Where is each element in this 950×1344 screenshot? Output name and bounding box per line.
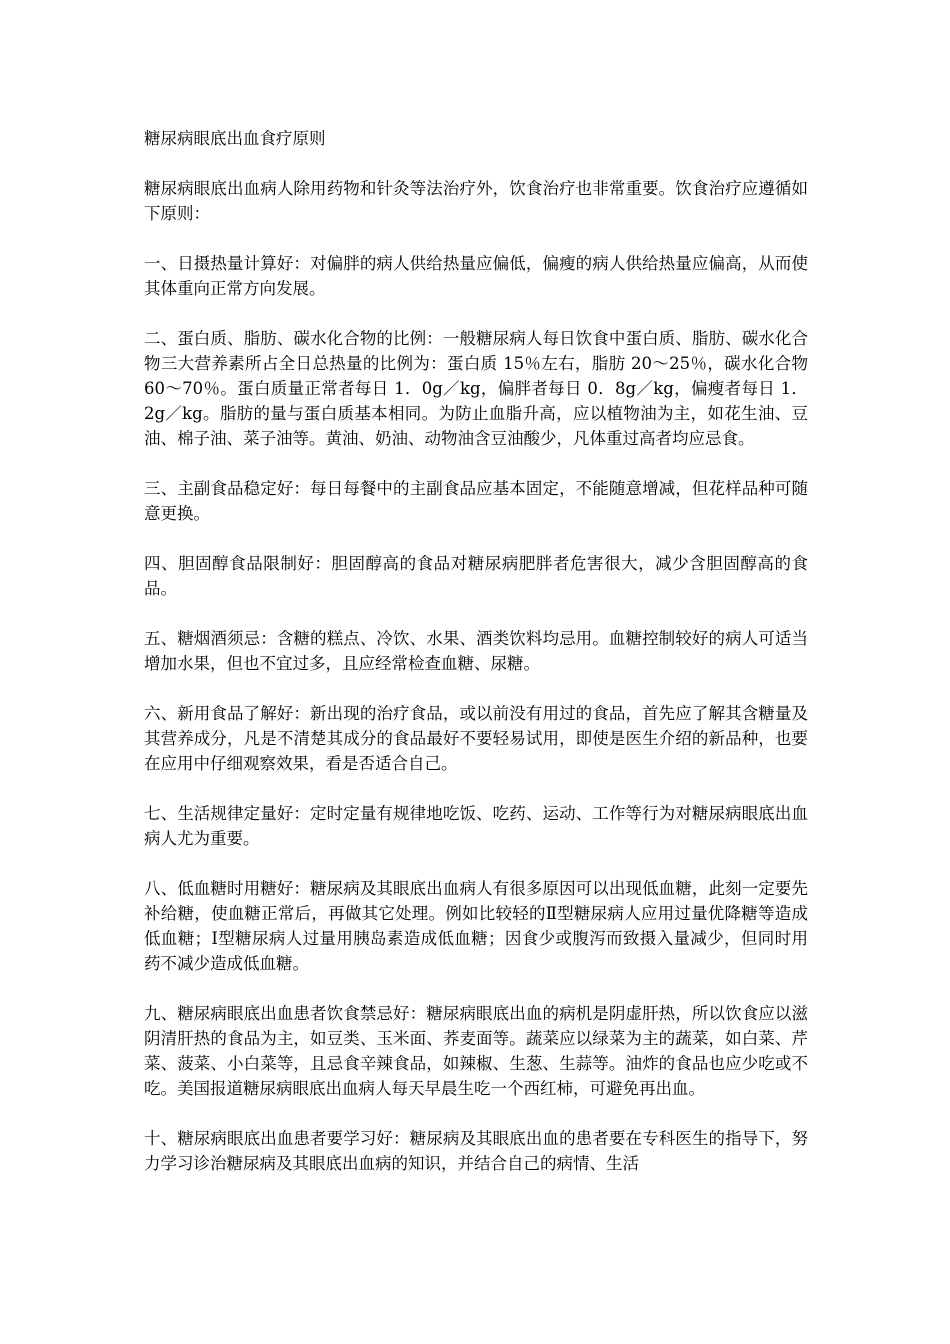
principle-paragraph-5: 五、糖烟酒须忌：含糖的糕点、冷饮、水果、酒类饮料均忌用。血糖控制较好的病人可适当增加水果，但也不宜过多，且应经常检查血糖、尿糖。 xyxy=(144,629,808,673)
principle-paragraph-3: 三、主副食品稳定好：每日每餐中的主副食品应基本固定，不能随意增减，但花样品种可随意更换。 xyxy=(144,479,808,523)
principle-paragraph-1: 一、日摄热量计算好：对偏胖的病人供给热量应偏低，偏瘦的病人供给热量应偏高，从而使其体重向正常方向发展。 xyxy=(144,254,808,298)
principle-paragraph-6: 六、新用食品了解好：新出现的治疗食品，或以前没有用过的食品，首先应了解其含糖量及其营养成分，凡是不清楚其成分的食品最好不要轻易试用，即使是医生介绍的新品种，也要在应用中仔细观察效果，看是否适合自己。 xyxy=(144,704,808,773)
principle-paragraph-4: 四、胆固醇食品限制好：胆固醇高的食品对糖尿病肥胖者危害很大，减少含胆固醇高的食品。 xyxy=(144,554,808,598)
principle-paragraph-2: 二、蛋白质、脂肪、碳水化合物的比例：一般糖尿病人每日饮食中蛋白质、脂肪、碳水化合物三大营养素所占全日总热量的比例为：蛋白质 15％左右，脂肪 20～25％，碳水化合物 60～70％。蛋白质量正常者每日 1．0g／kg，偏胖者每日 0．8g／kg，偏瘦者每日 1．2g／kg。脂肪的量与蛋白质基本相同。为防止血脂升高，应以植物油为主，如花生油、豆油、棉子油、菜子油等。黄油、奶油、动物油含豆油酸少，凡体重过高者均应忌食。 xyxy=(144,329,808,448)
document-page xyxy=(144,126,808,1176)
document-title: 糖尿病眼底出血食疗原则 xyxy=(144,129,326,148)
principle-paragraph-10: 十、糖尿病眼底出血患者要学习好：糖尿病及其眼底出血的患者要在专科医生的指导下，努力学习诊治糖尿病及其眼底出血病的知识，并结合自己的病情、生活 xyxy=(144,1129,808,1173)
intro-paragraph: 糖尿病眼底出血病人除用药物和针灸等法治疗外，饮食治疗也非常重要。饮食治疗应遵循如下原则： xyxy=(144,179,808,223)
principle-paragraph-8: 八、低血糖时用糖好：糖尿病及其眼底出血病人有很多原因可以出现低血糖，此刻一定要先补给糖，使血糖正常后，再做其它处理。例如比较轻的Ⅱ型糖尿病人应用过量优降糖等造成低血糖；Ⅰ型糖尿病人过量用胰岛素造成低血糖；因食少或腹泻而致摄入量减少，但同时用药不减少造成低血糖。 xyxy=(144,879,808,973)
principle-paragraph-7: 七、生活规律定量好：定时定量有规律地吃饭、吃药、运动、工作等行为对糖尿病眼底出血病人尤为重要。 xyxy=(144,804,808,848)
principle-paragraph-9: 九、糖尿病眼底出血患者饮食禁忌好：糖尿病眼底出血的病机是阴虚肝热，所以饮食应以滋阴清肝热的食品为主，如豆类、玉米面、荞麦面等。蔬菜应以绿菜为主的蔬菜，如白菜、芹菜、菠菜、小白菜等，且忌食辛辣食品，如辣椒、生葱、生蒜等。油炸的食品也应少吃或不吃。美国报道糖尿病眼底出血病人每天早晨生吃一个西红柿，可避免再出血。 xyxy=(144,1004,808,1098)
